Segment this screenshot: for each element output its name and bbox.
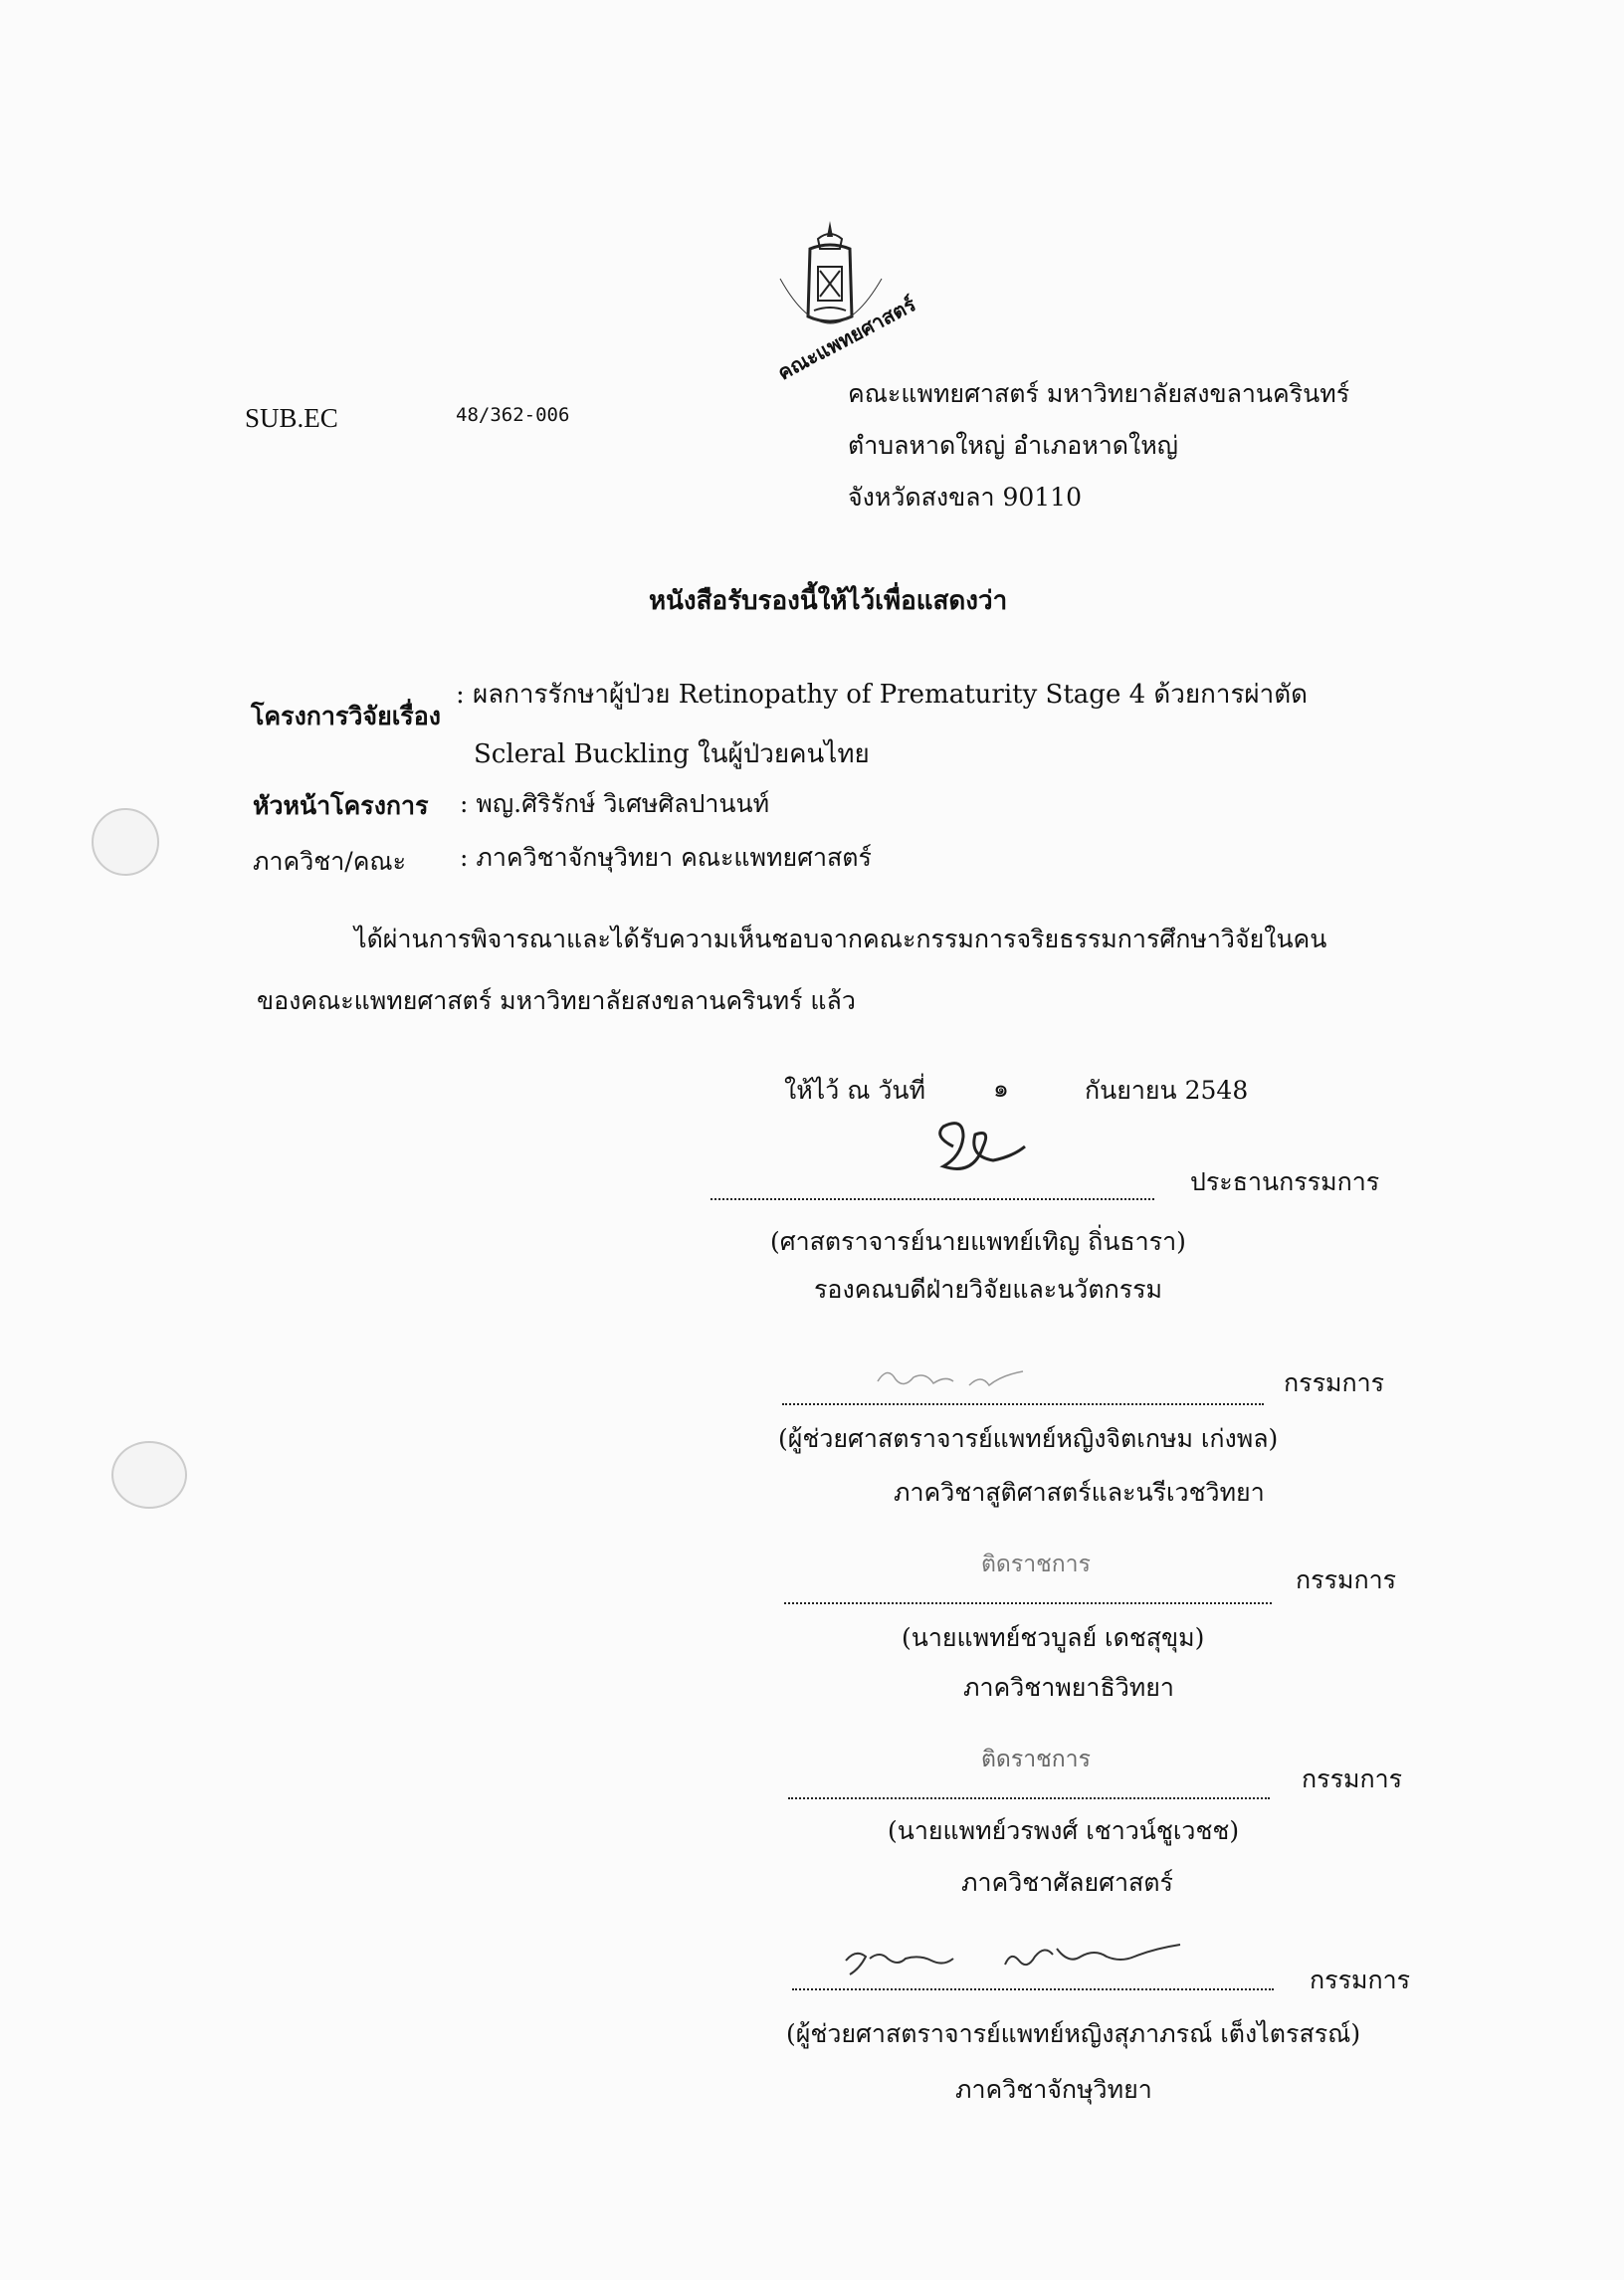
department-value: : ภาควิชาจักษุวิทยา คณะแพทยศาสตร์ — [460, 843, 872, 872]
address-line-3: จังหวัดสงขลา 90110 — [848, 483, 1082, 512]
department-label: ภาควิชา/คณะ — [253, 847, 407, 876]
signatory-position-1: รองคณบดีฝ่ายวิจัยและนวัตกรรม — [814, 1275, 1163, 1304]
project-title-label: โครงการวิจัยเรื่อง — [251, 702, 441, 730]
address-line-1: คณะแพทยศาสตร์ มหาวิทยาลัยสงขลานครินทร์ — [848, 379, 1350, 408]
punch-hole-bottom — [111, 1441, 187, 1509]
signatory-name-2: (ผู้ช่วยศาสตราจารย์แพทย์หญิงจิตเกษม เก่งพล) — [778, 1424, 1279, 1453]
signature-role-4: กรรมการ — [1302, 1764, 1403, 1793]
signature-role-5: กรรมการ — [1310, 1966, 1411, 1994]
signature-role-3: กรรมการ — [1296, 1565, 1397, 1594]
signature-line-4 — [788, 1797, 1270, 1799]
date-day: ๑ — [993, 1074, 1009, 1103]
sub-code: SUB.EC — [245, 403, 338, 433]
signatory-position-5: ภาควิชาจักษุวิทยา — [955, 2075, 1152, 2104]
project-title-line-1: : ผลการรักษาผู้ป่วย Retinopathy of Prematurity Stage 4 ด้วยการผ่าตัด — [456, 680, 1309, 710]
signatory-position-3: ภาควิชาพยาธิวิทยา — [963, 1673, 1174, 1702]
reference-number: 48/362-006 — [456, 404, 570, 426]
faculty-emblem — [766, 219, 920, 385]
signatory-name-3: (นายแพทย์ชวบูลย์ เดชสุขุม) — [902, 1623, 1205, 1652]
project-title-line-2: Scleral Buckling ในผู้ป่วยคนไทย — [474, 739, 870, 769]
signature-mark-3: ติดราชการ — [981, 1552, 1091, 1577]
signature-line-5 — [792, 1988, 1274, 1990]
address-line-2: ตำบลหาดใหญ่ อำเภอหาดใหญ่ — [848, 431, 1178, 460]
emblem-text: คณะแพทยศาสตร์ — [773, 292, 920, 385]
signatory-position-2: ภาควิชาสูติศาสตร์และนรีเวชวิทยา — [894, 1478, 1265, 1507]
signatory-position-4: ภาควิชาศัลยศาสตร์ — [961, 1868, 1173, 1897]
signature-1 — [914, 1107, 1033, 1186]
signature-line-3 — [784, 1602, 1272, 1604]
approval-statement-line-1: ได้ผ่านการพิจารณาและได้รับความเห็นชอบจากคณะกรรมการจริยธรรมการศึกษาวิจัยในคน — [354, 925, 1327, 953]
signature-2 — [874, 1361, 1033, 1401]
signatory-name-4: (นายแพทย์วรพงศ์ เชาวน์ชูเวชช) — [888, 1816, 1240, 1845]
signature-mark-4: ติดราชการ — [981, 1747, 1091, 1772]
signature-role-2: กรรมการ — [1284, 1368, 1385, 1397]
signature-role-1: ประธานกรรมการ — [1190, 1167, 1380, 1196]
signatory-name-1: (ศาสตราจารย์นายแพทย์เทิญ ถิ่นธารา) — [770, 1227, 1186, 1256]
signature-line-2 — [782, 1403, 1264, 1405]
signature-5 — [836, 1935, 1214, 1994]
signature-line-1 — [710, 1198, 1154, 1200]
certificate-title: หนังสือรับรองนี้ให้ไว้เพื่อแสดงว่า — [649, 586, 1008, 616]
punch-hole-top — [92, 808, 159, 876]
signatory-name-5: (ผู้ช่วยศาสตราจารย์แพทย์หญิงสุภาภรณ์ เต็งไตรสรณ์) — [786, 2019, 1361, 2048]
project-head-value: : พญ.ศิริรักษ์ วิเศษศิลปานนท์ — [460, 789, 770, 818]
approval-statement-line-2: ของคณะแพทยศาสตร์ มหาวิทยาลัยสงขลานครินทร์ แล้ว — [257, 986, 856, 1015]
date-month-year: กันยายน 2548 — [1085, 1076, 1249, 1105]
project-head-label: หัวหน้าโครงการ — [253, 791, 429, 820]
date-prefix: ให้ไว้ ณ วันที่ — [784, 1076, 925, 1105]
